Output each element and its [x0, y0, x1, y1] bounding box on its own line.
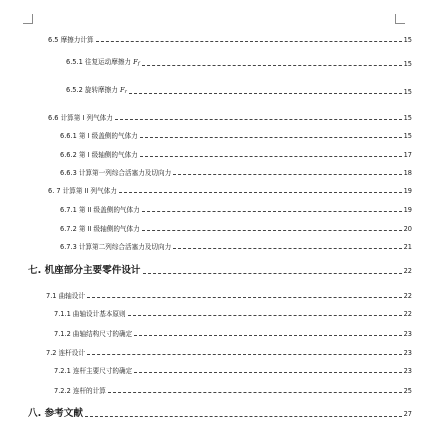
toc-entry-7-1-2[interactable]	[54, 330, 412, 339]
toc-leader-dots	[128, 315, 402, 316]
toc-leader-dots	[142, 230, 402, 231]
formula-subscript: f	[137, 61, 140, 67]
toc-entry-label: 7.2.2 连杆的计算	[54, 387, 106, 395]
toc-entry-7-2-2[interactable]	[54, 387, 412, 396]
toc-entry-label: 7.1 曲轴设计	[46, 292, 85, 300]
corner-crop-mark-right	[395, 14, 405, 24]
toc-leader-dots	[87, 297, 402, 298]
formula-subscript: r	[124, 89, 127, 95]
toc-entry-label: 七. 机座部分主要零件设计	[28, 265, 141, 276]
toc-entry-label: 6.6.3 计算第一列综合活塞力及切向力	[60, 169, 172, 177]
toc-page-number: 19	[403, 187, 412, 195]
formula-variable: F	[119, 86, 125, 94]
toc-page-number: 19	[403, 206, 412, 214]
toc-entry-6-7-1[interactable]	[60, 206, 412, 215]
toc-entry-6-7-2[interactable]	[60, 225, 412, 234]
toc-page-number: 25	[403, 387, 412, 395]
toc-entry-label: 6.5 摩擦力计算	[48, 36, 94, 44]
toc-leader-dots	[87, 354, 402, 355]
toc-page-number: 18	[403, 169, 412, 177]
formula-variable: F	[133, 58, 138, 66]
toc-page-number: 15	[403, 132, 412, 140]
toc-entry-label	[66, 58, 140, 69]
toc-leader-dots	[96, 41, 402, 42]
toc-entry-7-2-1[interactable]	[54, 367, 412, 376]
toc-page-number: 15	[403, 60, 412, 68]
toc-entry-label: 7.2 连杆设计	[46, 349, 85, 357]
toc-leader-dots	[142, 211, 402, 212]
toc-page-number: 23	[403, 330, 412, 338]
toc-leader-dots	[115, 119, 402, 120]
toc-entry-label: 6.7.2 第 II 级轴侧的气体力	[60, 225, 140, 233]
toc-entry-label-text: 6.5.2 旋转摩擦力	[66, 86, 118, 94]
toc-leader-dots	[140, 156, 402, 157]
toc-leader-dots	[140, 137, 402, 138]
toc-entry-label: 6.6.1 第 I 级盖侧的气体力	[60, 132, 138, 140]
toc-entry-label: 7.1.1 曲轴设计基本原则	[54, 310, 126, 318]
toc-entry-7-1[interactable]	[46, 292, 412, 301]
toc-entry-6-5-1[interactable]	[66, 58, 412, 69]
toc-entry-label: 6.6 计算第 I 列气体力	[48, 114, 113, 122]
toc-entry-6-6-2[interactable]	[60, 151, 412, 160]
toc-chapter-8[interactable]	[28, 408, 412, 420]
toc-page-number: 23	[403, 349, 412, 357]
toc-entry-7-2[interactable]	[46, 349, 412, 358]
toc-leader-dots	[143, 273, 402, 274]
toc-chapter-7[interactable]	[28, 265, 412, 277]
toc-leader-dots	[108, 392, 402, 393]
toc-entry-label: 7.1.2 曲轴结构尺寸的确定	[54, 330, 133, 338]
toc-entry-6-5[interactable]	[48, 36, 412, 45]
toc-page-number: 15	[403, 36, 412, 44]
corner-crop-mark-left	[23, 14, 33, 24]
toc-entry-label-text: 6.5.1 往复运动摩擦力	[66, 58, 132, 66]
toc-leader-dots	[85, 416, 402, 417]
toc-entry-6-6[interactable]	[48, 114, 412, 123]
toc-page-number: 15	[403, 114, 412, 122]
toc-leader-dots	[134, 372, 401, 373]
toc-entry-label: 6.6.2 第 I 级轴侧的气体力	[60, 151, 138, 159]
toc-entry-label: 7.2.1 连杆主要尺寸的确定	[54, 367, 133, 375]
toc-entry-label: 6.7.3 计算第二列综合活塞力及切向力	[60, 243, 172, 251]
toc-entry-6-5-2[interactable]	[66, 86, 412, 97]
toc-leader-dots	[119, 192, 402, 193]
toc-page-number: 15	[403, 88, 412, 96]
toc-leader-dots	[134, 335, 401, 336]
toc-entry-label: 6. 7 计算第 II 列气体力	[48, 187, 117, 195]
toc-leader-dots	[129, 93, 402, 94]
toc-entry-6-7-3[interactable]	[60, 243, 412, 252]
toc-page-number: 27	[403, 410, 412, 418]
toc-entry-7-1-1[interactable]	[54, 310, 412, 319]
toc-page-number: 17	[403, 151, 412, 159]
toc-page-number: 21	[403, 243, 412, 251]
toc-leader-dots	[142, 65, 402, 66]
toc-page-number: 22	[403, 292, 412, 300]
toc-leader-dots	[173, 174, 401, 175]
toc-page-number: 22	[403, 267, 412, 275]
toc-page-number: 23	[403, 367, 412, 375]
toc-page-number: 20	[403, 225, 412, 233]
toc-entry-6-6-3[interactable]	[60, 169, 412, 178]
toc-leader-dots	[173, 248, 401, 249]
toc-page-number: 22	[403, 310, 412, 318]
toc-entry-6-6-1[interactable]	[60, 132, 412, 141]
toc-entry-label: 八. 参考文献	[28, 408, 83, 419]
toc-entry-6-7[interactable]	[48, 187, 412, 196]
toc-entry-label	[66, 86, 127, 97]
toc-entry-label: 6.7.1 第 II 级盖侧的气体力	[60, 206, 140, 214]
